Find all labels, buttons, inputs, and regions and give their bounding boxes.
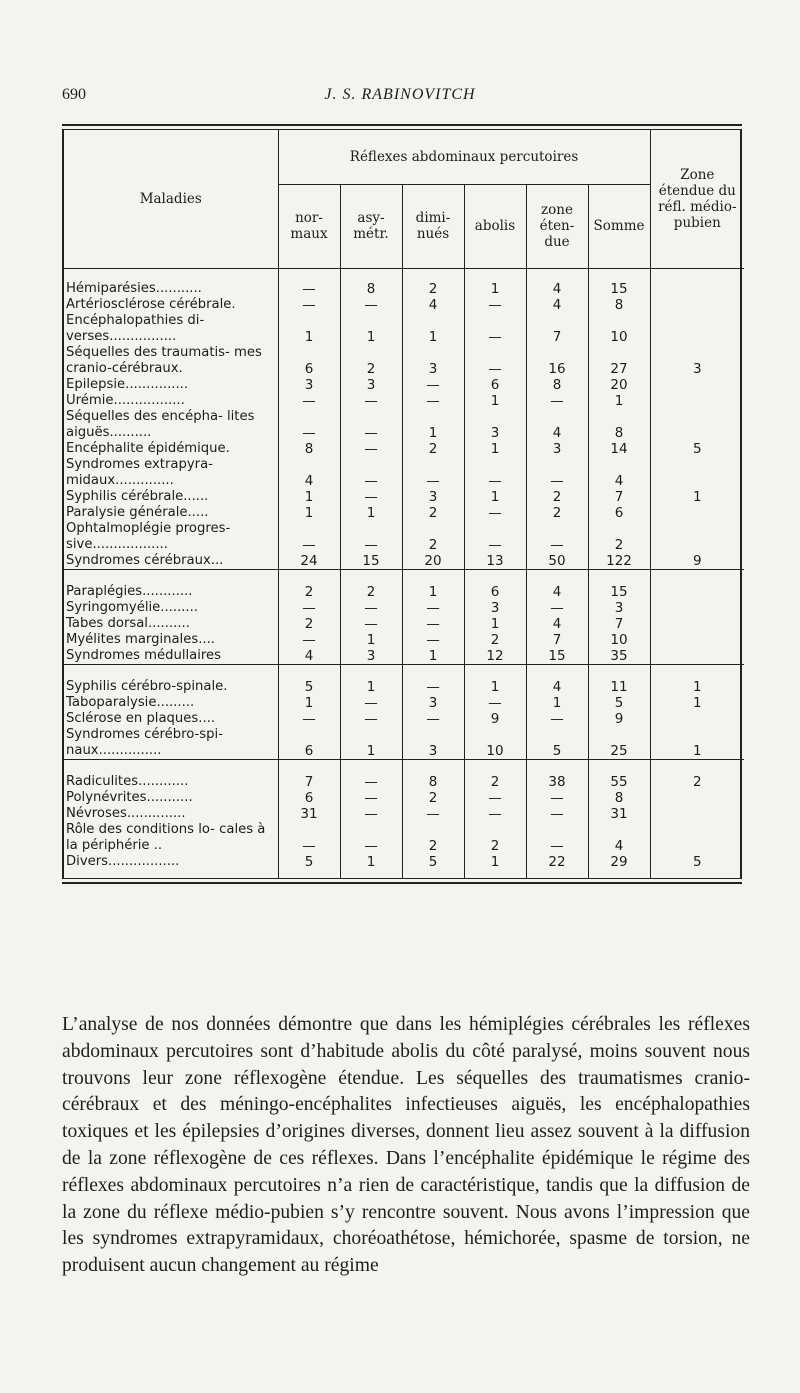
cell-value: —	[278, 711, 340, 727]
cell-value: 38	[526, 774, 588, 790]
cell-value: 1	[340, 854, 402, 870]
cell-value	[650, 806, 744, 822]
row-label: Névroses..............	[66, 805, 186, 821]
table-row	[64, 521, 744, 553]
sub-header-3: abolis	[464, 184, 526, 268]
cell-value: 1	[650, 679, 744, 695]
cell-value	[650, 648, 744, 665]
cell-value: —	[278, 521, 340, 553]
cell-value	[650, 632, 744, 648]
cell-value: 27	[588, 345, 650, 377]
cell-value: 12	[464, 648, 526, 665]
cell-value: —	[464, 806, 526, 822]
cell-value	[650, 457, 744, 489]
table-row	[64, 313, 744, 345]
header-reflexes-group: Réflexes abdominaux percutoires	[278, 130, 650, 184]
cell-value: 1	[650, 489, 744, 505]
row-label: Encéphalite épidémique.	[66, 440, 230, 456]
cell-value: —	[464, 313, 526, 345]
cell-value: 1	[402, 584, 464, 600]
cell-value: 4	[526, 281, 588, 297]
table-row	[64, 648, 744, 665]
cell-value: 1	[464, 616, 526, 632]
table-row	[64, 822, 744, 854]
cell-value: 2	[526, 505, 588, 521]
cell-value: —	[526, 711, 588, 727]
cell-value: 1	[464, 281, 526, 297]
cell-value: 15	[588, 584, 650, 600]
row-label: Epilepsie...............	[66, 376, 189, 392]
cell-value: 6	[278, 727, 340, 760]
cell-value: 1	[464, 489, 526, 505]
cell-value	[650, 822, 744, 854]
cell-value: —	[278, 393, 340, 409]
row-label: Paraplégies............	[66, 583, 193, 599]
cell-value: 2	[464, 632, 526, 648]
cell-value: —	[340, 616, 402, 632]
cell-value: 1	[464, 393, 526, 409]
cell-value: 9	[650, 553, 744, 570]
table-row	[64, 377, 744, 393]
cell-value: 2	[340, 345, 402, 377]
cell-value: 6	[588, 505, 650, 521]
cell-value: —	[340, 409, 402, 441]
cell-value: 11	[588, 679, 650, 695]
cell-value: 6	[278, 790, 340, 806]
body-paragraph: L’analyse de nos données démontre que dans les hémiplégies cérébrales les réflexes abdominaux percutoires sont d’habitude abolis du côté paralysé, moins souvent nous trouvons leur zone réflexogène étendue. Les séquelles des traumatismes cranio-cérébraux et des méningo-encéphalites infectieuses aiguës, les encéphalopathies toxiques et les épilepsies d’origines diverses, donnent lieu assez souvent à la diffusion de la zone réflexogène de ces réflexes. Dans l’encéphalite épidémique le régime des réflexes abdominaux percutoires n’a rien de caractéristique, tandis que la diffusion de la zone du réflexe médio-pubien s’y rencontre souvent. Nous avons l’impression que les syndromes extrapyramidaux, choréoathétose, hémichorée, spasme de torsion, ne produisent aucun changement au régime	[62, 1014, 750, 1277]
cell-value: 8	[526, 377, 588, 393]
cell-value	[650, 616, 744, 632]
cell-value: 4	[278, 648, 340, 665]
table-row	[64, 393, 744, 409]
cell-value: 1	[278, 695, 340, 711]
cell-value: 29	[588, 854, 650, 870]
cell-value: 2	[402, 790, 464, 806]
cell-value: 10	[464, 727, 526, 760]
cell-value: 24	[278, 553, 340, 570]
row-label: Sclérose en plaques....	[66, 710, 216, 726]
table-bottom-spacer	[64, 870, 744, 878]
row-label: Syndromes médullaires	[66, 647, 222, 663]
table-row	[64, 600, 744, 616]
cell-value: 4	[526, 297, 588, 313]
cell-value: —	[464, 505, 526, 521]
group-separator	[64, 268, 744, 281]
cell-value: —	[278, 409, 340, 441]
cell-value: 1	[402, 409, 464, 441]
cell-value: 15	[526, 648, 588, 665]
cell-value	[650, 297, 744, 313]
cell-value: 25	[588, 727, 650, 760]
row-label: Séquelles des encépha- lites aiguës..........	[66, 408, 255, 440]
row-label: Paralysie générale.....	[66, 504, 209, 520]
sub-header-4: zone éten- due	[526, 184, 588, 268]
cell-value: 16	[526, 345, 588, 377]
cell-value: 22	[526, 854, 588, 870]
cell-value: 7	[588, 489, 650, 505]
cell-value: 3	[402, 727, 464, 760]
cell-value: —	[526, 806, 588, 822]
cell-value: —	[340, 441, 402, 457]
cell-value: 8	[340, 281, 402, 297]
cell-value: —	[464, 695, 526, 711]
cell-value: 3	[402, 345, 464, 377]
row-label: Radiculites............	[66, 773, 189, 789]
cell-value: 6	[278, 345, 340, 377]
cell-value: 5	[650, 854, 744, 870]
row-label: Rôle des conditions lo- cales à la périphérie ..	[66, 821, 266, 853]
cell-value	[650, 711, 744, 727]
cell-value: 3	[464, 600, 526, 616]
header-zone-etendue: Zone étendue du réfl. médio-pubien	[650, 130, 744, 268]
cell-value: 1	[464, 854, 526, 870]
cell-value: 4	[526, 679, 588, 695]
cell-value: 4	[588, 457, 650, 489]
cell-value: 8	[278, 441, 340, 457]
table-row	[64, 727, 744, 760]
cell-value: 1	[402, 648, 464, 665]
cell-value: 2	[464, 822, 526, 854]
cell-value: 2	[588, 521, 650, 553]
cell-value	[650, 505, 744, 521]
cell-value: 2	[526, 489, 588, 505]
cell-value: —	[340, 393, 402, 409]
sub-header-0: nor- maux	[278, 184, 340, 268]
cell-value: —	[278, 297, 340, 313]
row-label: Syphilis cérébrale......	[66, 488, 209, 504]
cell-value: 2	[278, 616, 340, 632]
cell-value: 35	[588, 648, 650, 665]
cell-value: 14	[588, 441, 650, 457]
table-row	[64, 489, 744, 505]
table-row	[64, 457, 744, 489]
cell-value: 1	[650, 695, 744, 711]
cell-value: 3	[650, 345, 744, 377]
cell-value	[650, 521, 744, 553]
cell-value: —	[340, 457, 402, 489]
cell-value: 3	[464, 409, 526, 441]
cell-value: 1	[340, 679, 402, 695]
group-separator	[64, 569, 744, 584]
cell-value: 7	[588, 616, 650, 632]
cell-value: 3	[340, 648, 402, 665]
cell-value: 4	[526, 616, 588, 632]
table-row	[64, 297, 744, 313]
row-label: Polynévrites...........	[66, 789, 193, 805]
cell-value: 3	[526, 441, 588, 457]
cell-value: —	[340, 822, 402, 854]
cell-value: 10	[588, 632, 650, 648]
row-label: Myélites marginales....	[66, 631, 215, 647]
cell-value: 8	[588, 297, 650, 313]
cell-value: 1	[402, 313, 464, 345]
cell-value: 2	[278, 584, 340, 600]
cell-value	[650, 409, 744, 441]
table-row	[64, 632, 744, 648]
cell-value: —	[402, 711, 464, 727]
cell-value: 2	[402, 505, 464, 521]
cell-value: 1	[340, 505, 402, 521]
cell-value: 1	[464, 679, 526, 695]
cell-value: 4	[526, 584, 588, 600]
cell-value: —	[278, 632, 340, 648]
cell-value: 2	[402, 281, 464, 297]
cell-value: —	[402, 377, 464, 393]
running-head: J. S. RABINOVITCH	[324, 86, 476, 103]
row-label: Artériosclérose cérébrale.	[66, 296, 236, 312]
cell-value: 5	[278, 854, 340, 870]
table-row	[64, 806, 744, 822]
cell-value: 6	[464, 584, 526, 600]
cell-value: 9	[464, 711, 526, 727]
cell-value: 7	[278, 774, 340, 790]
group-separator	[64, 664, 744, 679]
cell-value	[650, 313, 744, 345]
row-label: Syndromes cérébraux...	[66, 552, 224, 568]
cell-value: 7	[526, 313, 588, 345]
cell-value	[650, 377, 744, 393]
cell-value: —	[526, 600, 588, 616]
cell-value: —	[402, 632, 464, 648]
row-label: Syringomyélie.........	[66, 599, 198, 615]
cell-value: 4	[402, 297, 464, 313]
table-row	[64, 409, 744, 441]
table-row	[64, 774, 744, 790]
cell-value: —	[278, 822, 340, 854]
cell-value: —	[402, 616, 464, 632]
table-row	[64, 616, 744, 632]
cell-value: 55	[588, 774, 650, 790]
sub-header-5: Somme	[588, 184, 650, 268]
table-row	[64, 553, 744, 570]
table-row	[64, 679, 744, 695]
cell-value: 5	[278, 679, 340, 695]
sub-header-2: dimi- nués	[402, 184, 464, 268]
cell-value: 3	[402, 695, 464, 711]
table-row	[64, 790, 744, 806]
cell-value: 8	[402, 774, 464, 790]
data-table-frame	[62, 124, 742, 884]
row-label: Tabes dorsal..........	[66, 615, 190, 631]
cell-value: —	[464, 457, 526, 489]
cell-value: —	[340, 695, 402, 711]
cell-value	[650, 790, 744, 806]
cell-value: —	[402, 806, 464, 822]
cell-value: —	[464, 345, 526, 377]
row-label: Taboparalysie.........	[66, 694, 195, 710]
table-row	[64, 345, 744, 377]
cell-value: —	[340, 774, 402, 790]
cell-value: —	[402, 600, 464, 616]
row-label: Séquelles des traumatis- mes cranio-cérébraux.	[66, 344, 262, 376]
cell-value: 1	[340, 727, 402, 760]
cell-value: 20	[588, 377, 650, 393]
page-number: 690	[62, 86, 86, 103]
cell-value: 31	[588, 806, 650, 822]
row-label: Syphilis cérébro-spinale.	[66, 678, 228, 694]
cell-value: 5	[588, 695, 650, 711]
cell-value: —	[464, 521, 526, 553]
cell-value: 2	[340, 584, 402, 600]
cell-value: —	[526, 393, 588, 409]
cell-value: 5	[526, 727, 588, 760]
cell-value: 1	[278, 505, 340, 521]
cell-value: —	[526, 790, 588, 806]
cell-value: 2	[464, 774, 526, 790]
row-label: Hémiparésies...........	[66, 280, 202, 296]
header-maladies: Maladies	[64, 130, 278, 268]
table-row	[64, 281, 744, 297]
cell-value: 1	[526, 695, 588, 711]
table-row	[64, 441, 744, 457]
cell-value: —	[340, 297, 402, 313]
cell-value: 3	[402, 489, 464, 505]
cell-value: 4	[278, 457, 340, 489]
sub-header-1: asy- métr.	[340, 184, 402, 268]
cell-value: 1	[464, 441, 526, 457]
row-label: Urémie.................	[66, 392, 185, 408]
cell-value: 15	[588, 281, 650, 297]
cell-value: 1	[278, 489, 340, 505]
cell-value: —	[526, 521, 588, 553]
cell-value: 1	[340, 632, 402, 648]
cell-value: 8	[588, 409, 650, 441]
group-separator	[64, 759, 744, 774]
table-row	[64, 695, 744, 711]
cell-value: —	[464, 790, 526, 806]
cell-value: 50	[526, 553, 588, 570]
cell-value: —	[340, 489, 402, 505]
cell-value: 2	[402, 441, 464, 457]
cell-value: 4	[526, 409, 588, 441]
cell-value: 4	[588, 822, 650, 854]
table-row	[64, 505, 744, 521]
table-row	[64, 584, 744, 600]
page-header	[62, 86, 738, 110]
cell-value: 2	[402, 521, 464, 553]
cell-value: 6	[464, 377, 526, 393]
cell-value	[650, 584, 744, 600]
cell-value: —	[340, 521, 402, 553]
row-label: Divers.................	[66, 853, 180, 869]
cell-value: 1	[278, 313, 340, 345]
cell-value: 13	[464, 553, 526, 570]
row-label: Syndromes extrapyra- midaux..............	[66, 456, 213, 488]
cell-value: 1	[588, 393, 650, 409]
cell-value: 5	[650, 441, 744, 457]
cell-value: —	[278, 281, 340, 297]
cell-value: 9	[588, 711, 650, 727]
cell-value: 3	[278, 377, 340, 393]
cell-value: —	[278, 600, 340, 616]
cell-value: —	[402, 393, 464, 409]
cell-value: 3	[588, 600, 650, 616]
cell-value: 122	[588, 553, 650, 570]
table-row	[64, 854, 744, 870]
cell-value: 1	[340, 313, 402, 345]
cell-value: —	[402, 457, 464, 489]
table-row	[64, 711, 744, 727]
cell-value: 2	[402, 822, 464, 854]
cell-value	[650, 600, 744, 616]
data-table	[64, 130, 744, 878]
cell-value: 7	[526, 632, 588, 648]
cell-value: 5	[402, 854, 464, 870]
cell-value: 1	[650, 727, 744, 760]
cell-value: —	[402, 679, 464, 695]
cell-value: —	[526, 822, 588, 854]
cell-value: 3	[340, 377, 402, 393]
row-label: Ophtalmoplégie progres- sive..................	[66, 520, 231, 552]
cell-value: —	[340, 790, 402, 806]
cell-value: —	[340, 600, 402, 616]
cell-value: —	[526, 457, 588, 489]
cell-value	[650, 281, 744, 297]
table-body	[64, 268, 744, 878]
cell-value: —	[340, 711, 402, 727]
cell-value: 20	[402, 553, 464, 570]
row-label: Syndromes cérébro-spi- naux...............	[66, 726, 223, 758]
row-label: Encéphalopathies di- verses................	[66, 312, 205, 344]
cell-value: 10	[588, 313, 650, 345]
cell-value: 31	[278, 806, 340, 822]
cell-value: 8	[588, 790, 650, 806]
cell-value: 2	[650, 774, 744, 790]
cell-value: —	[340, 806, 402, 822]
cell-value: —	[464, 297, 526, 313]
cell-value: 15	[340, 553, 402, 570]
cell-value	[650, 393, 744, 409]
